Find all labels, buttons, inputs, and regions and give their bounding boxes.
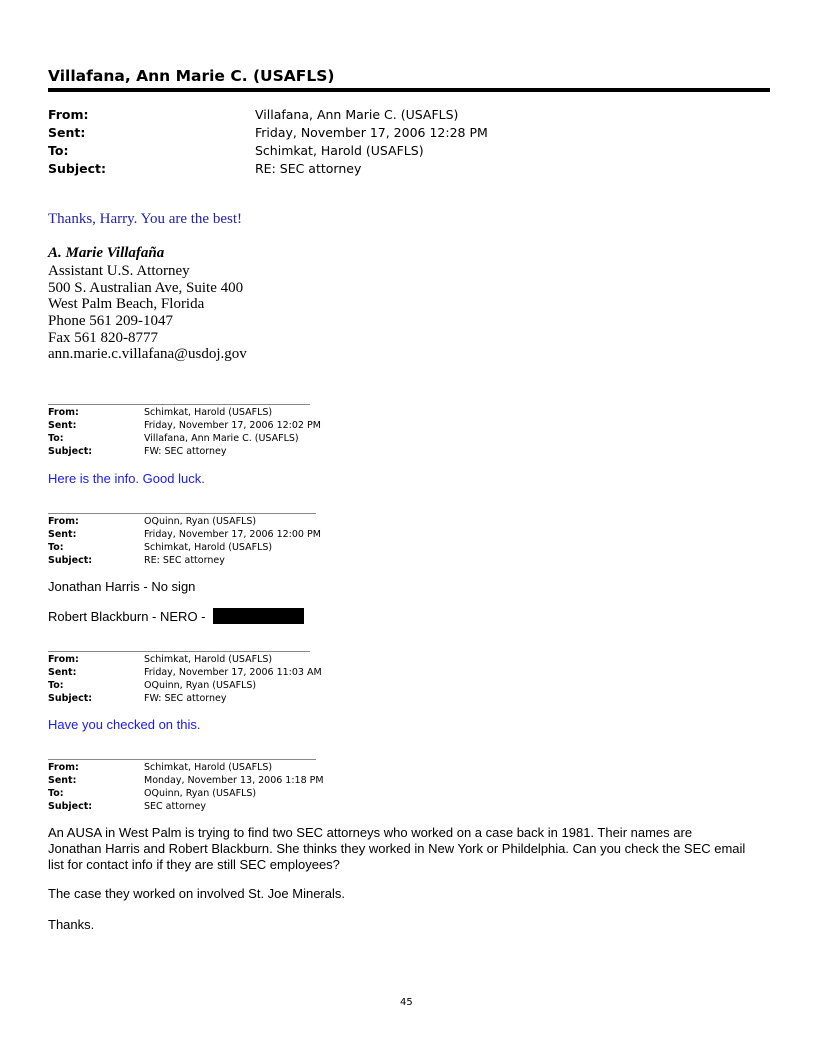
msg4-from-value: Schimkat, Harold (USAFLS) [144,762,273,773]
msg2-body-line: Jonathan Harris - No sign [48,579,196,594]
signature-name: A. Marie Villafaña [48,245,165,261]
msg4-body-paragraph: Thanks. [48,917,95,932]
msg4-from-label: From: [48,762,79,773]
header-sent-value: Friday, November 17, 2006 12:28 PM [255,125,488,140]
header-to-value: Schimkat, Harold (USAFLS) [255,143,424,158]
msg2-to-label: To: [48,542,64,553]
msg3-subject-label: Subject: [48,693,93,704]
msg1-sent-label: Sent: [48,420,77,431]
msg1-subject-value: FW: SEC attorney [144,446,227,457]
msg4-subject-label: Subject: [48,801,93,812]
header-from-value: Villafana, Ann Marie C. (USAFLS) [255,107,459,122]
message-separator [48,513,316,514]
msg1-subject-label: Subject: [48,446,93,457]
msg2-subject-label: Subject: [48,555,93,566]
msg1-from-label: From: [48,407,79,418]
signature-line: West Palm Beach, Florida [48,296,205,312]
msg2-body-line: Robert Blackburn - NERO - [48,609,206,624]
header-subject-label: Subject: [48,161,106,176]
signature-email: ann.marie.c.villafana@usdoj.gov [48,346,247,362]
msg2-subject-value: RE: SEC attorney [144,555,225,566]
message-separator [48,759,316,760]
signature-line: Fax 561 820-8777 [48,330,158,346]
msg3-from-label: From: [48,654,79,665]
message-separator [48,404,310,405]
msg3-from-value: Schimkat, Harold (USAFLS) [144,654,273,665]
msg3-body: Have you checked on this. [48,717,201,732]
msg3-to-label: To: [48,680,64,691]
title-rule [48,88,770,92]
msg4-body-paragraph: The case they worked on involved St. Joe Minerals. [48,886,345,901]
document-title: Villafana, Ann Marie C. (USAFLS) [48,67,335,85]
header-subject-value: RE: SEC attorney [255,161,362,176]
signature-line: Phone 561 209-1047 [48,313,173,329]
msg3-sent-value: Friday, November 17, 2006 11:03 AM [144,667,322,678]
msg2-sent-value: Friday, November 17, 2006 12:00 PM [144,529,321,540]
msg2-to-value: Schimkat, Harold (USAFLS) [144,542,273,553]
page-number: 45 [400,997,413,1008]
msg2-from-label: From: [48,516,79,527]
msg2-from-value: OQuinn, Ryan (USAFLS) [144,516,257,527]
msg4-to-value: OQuinn, Ryan (USAFLS) [144,788,257,799]
header-to-label: To: [48,143,69,158]
header-sent-label: Sent: [48,125,86,140]
msg1-to-label: To: [48,433,64,444]
message-separator [48,651,310,652]
signature-line: Assistant U.S. Attorney [48,263,190,279]
msg1-sent-value: Friday, November 17, 2006 12:02 PM [144,420,321,431]
msg4-subject-value: SEC attorney [144,801,206,812]
msg3-sent-label: Sent: [48,667,77,678]
header-from-label: From: [48,107,89,122]
redaction-box [213,608,304,624]
reply-text: Thanks, Harry. You are the best! [48,211,242,227]
msg4-to-label: To: [48,788,64,799]
msg1-body: Here is the info. Good luck. [48,471,205,486]
msg4-body-paragraph: An AUSA in West Palm is trying to find two SEC attorneys who worked on a case back in 1981. Their names are Jonathan Harris and Robert Blackburn. She thinks they worked in New York or Phildelphia. Can you check the SEC email list for contact info if they are still SEC employees? [48,825,746,872]
msg3-subject-value: FW: SEC attorney [144,693,227,704]
msg3-to-value: OQuinn, Ryan (USAFLS) [144,680,257,691]
msg4-sent-value: Monday, November 13, 2006 1:18 PM [144,775,324,786]
msg4-sent-label: Sent: [48,775,77,786]
msg2-sent-label: Sent: [48,529,77,540]
signature-line: 500 S. Australian Ave, Suite 400 [48,280,244,296]
msg1-to-value: Villafana, Ann Marie C. (USAFLS) [144,433,299,444]
msg1-from-value: Schimkat, Harold (USAFLS) [144,407,273,418]
